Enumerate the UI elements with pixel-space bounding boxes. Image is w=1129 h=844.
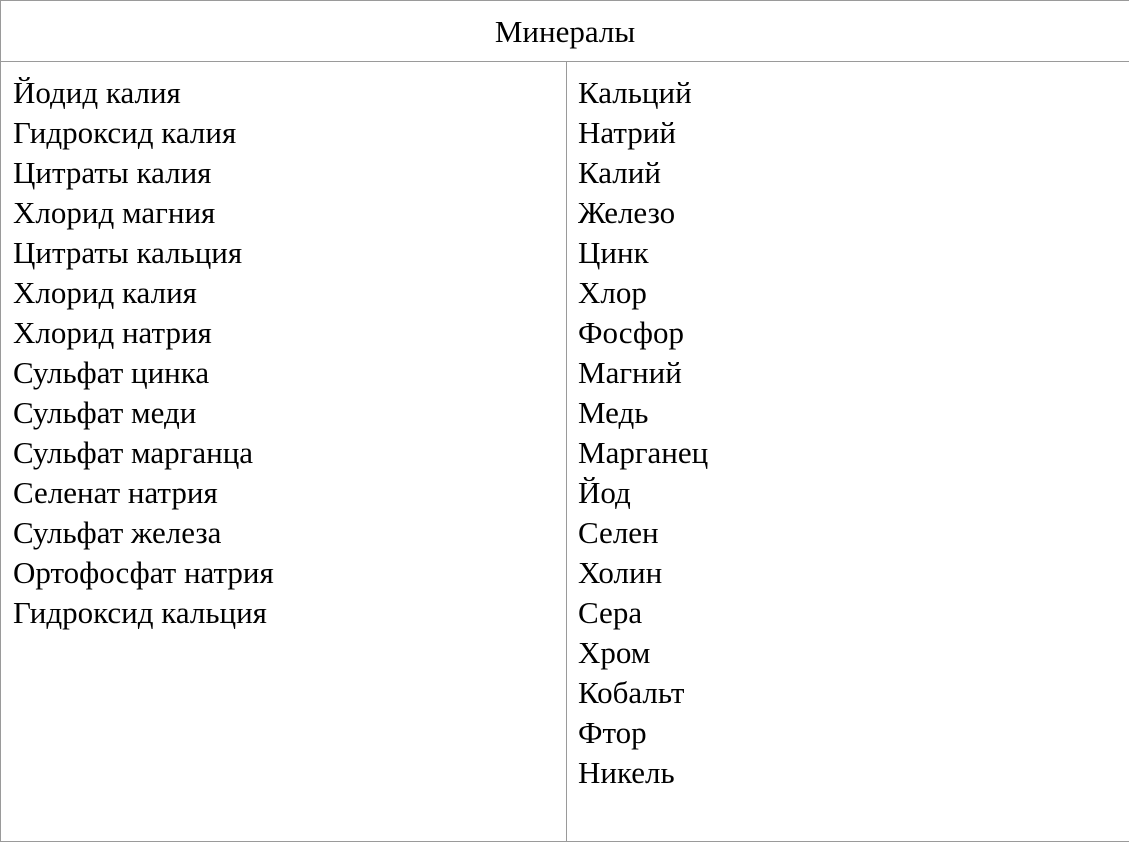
compound-item: Хлорид калия [13,275,197,310]
element-item: Цинк [578,235,649,270]
compound-item: Цитраты кальция [13,235,243,270]
element-item: Хром [578,635,651,670]
element-item: Фтор [578,715,647,750]
element-item: Медь [578,395,649,430]
compound-item: Селенат натрия [13,475,218,510]
table-title: Минералы [494,14,636,49]
element-item: Фосфор [578,315,684,350]
compounds-column [1,61,567,841]
element-item: Магний [578,355,682,390]
element-item: Кобальт [578,675,685,710]
compound-item: Гидроксид кальция [13,595,267,630]
element-item: Натрий [578,115,676,150]
element-item: Марганец [578,435,709,470]
elements-column [567,61,1129,841]
element-item: Йод [578,475,631,510]
compound-item: Сульфат меди [13,395,197,430]
compound-item: Хлорид натрия [13,315,212,350]
compound-item: Хлорид магния [13,195,216,230]
compound-item: Сульфат цинка [13,355,210,390]
table-body [0,61,1129,842]
element-item: Кальций [578,75,692,110]
table-header [0,0,1129,62]
element-item: Холин [578,555,663,590]
element-item: Железо [578,195,676,230]
compound-item: Гидроксид калия [13,115,237,150]
compound-item: Цитраты калия [13,155,212,190]
element-item: Селен [578,515,659,550]
compounds-list [13,73,566,633]
element-item: Сера [578,595,643,630]
compound-item: Ортофосфат натрия [13,555,274,590]
element-item: Хлор [578,275,647,310]
compound-item: Йодид калия [13,75,181,110]
elements-list [578,73,1129,793]
element-item: Никель [578,755,675,790]
compound-item: Сульфат марганца [13,435,254,470]
element-item: Калий [578,155,661,190]
compound-item: Сульфат железа [13,515,222,550]
